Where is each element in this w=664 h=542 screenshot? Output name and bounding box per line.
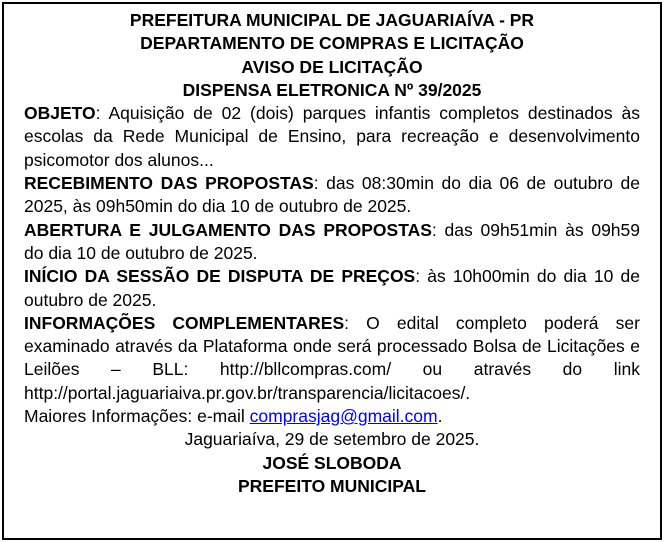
email-link[interactable]: comprasjag@gmail.com: [249, 406, 438, 427]
header-dispensa-number: DISPENSA ELETRONICA Nº 39/2025: [182, 79, 482, 100]
maiores-informacoes-label: Maiores Informações: e-mail: [24, 406, 250, 427]
abertura-text: : das 09h51min às 09h59 do dia 10 de outubro de 2025.: [24, 219, 640, 263]
signatory-title: PREFEITO MUNICIPAL: [238, 475, 426, 496]
recebimento-paragraph: [24, 172, 640, 219]
informacoes-paragraph: [24, 312, 640, 405]
recebimento-text: : das 08:30min do dia 06 de outubro de 2025, às 09h50min do dia 10 de outubro de 2025.: [24, 173, 640, 217]
footer-date: Jaguariaíva, 29 de setembro de 2025.: [184, 429, 480, 450]
objeto-text: : Aquisição de 02 (dois) parques infantis completos destinados às escolas da Rede Municipal de Ensino, para recreação e desenvolvimento psicomotor dos alunos...: [24, 103, 640, 170]
informacoes-label: INFORMAÇÕES COMPLEMENTARES: [24, 312, 345, 333]
objeto-paragraph: [24, 102, 640, 172]
objeto-label: OBJETO: [24, 103, 96, 124]
abertura-paragraph: [24, 219, 640, 266]
informacoes-text: : O edital completo poderá ser examinado através da Plataforma onde será processado Bolsa de Licitações e Leilões – BLL: http://bllcompras.com/ ou através do link http://portal.jaguariaiva.pr.gov.br/transparencia/licitacoes/.: [24, 312, 640, 403]
inicio-label: INÍCIO DA SESSÃO DE DISPUTA DE PREÇOS: [24, 266, 416, 287]
header-notice-title: AVISO DE LICITAÇÃO: [241, 56, 423, 77]
email-trailing-period: .: [437, 406, 443, 427]
signatory-name: JOSÉ SLOBODA: [262, 452, 402, 473]
inicio-paragraph: [24, 265, 640, 312]
header-municipality: PREFEITURA MUNICIPAL DE JAGUARIAÍVA - PR: [129, 10, 535, 30]
maiores-informacoes-line: [24, 405, 640, 428]
abertura-label: ABERTURA E JULGAMENTO DAS PROPOSTAS: [24, 219, 432, 240]
recebimento-label: RECEBIMENTO DAS PROPOSTAS: [24, 173, 314, 194]
notice-content: [24, 9, 640, 498]
header-department: DEPARTAMENTO DE COMPRAS E LICITAÇÃO: [140, 33, 524, 54]
inicio-text: : às 10h00min do dia 10 de outubro de 2025.: [24, 266, 640, 310]
